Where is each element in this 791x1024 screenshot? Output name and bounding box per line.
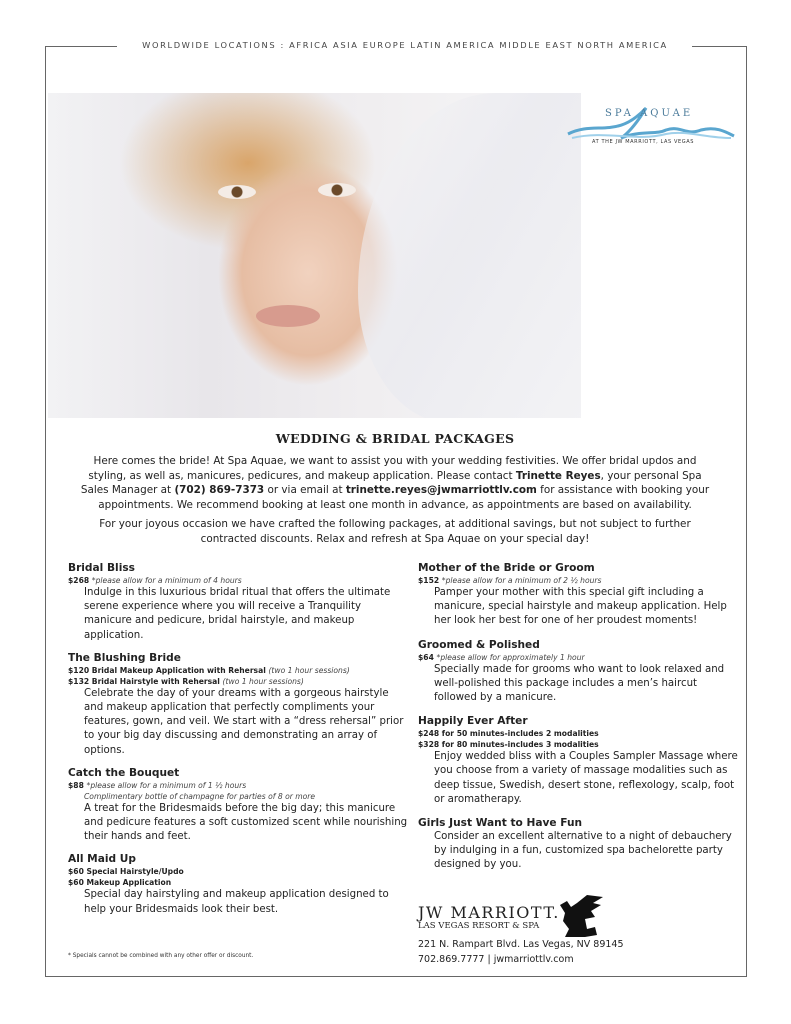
package-price — [68, 780, 408, 791]
contact-info: 702.869.7777 | jwmarriottlv.com — [418, 954, 574, 965]
packages-left-column — [68, 562, 408, 926]
price-text: $64 — [418, 652, 434, 662]
price-note: (two 1 hour sessions) — [222, 676, 304, 686]
frame-divider — [692, 46, 746, 47]
price-text: $60 Special Hairstyle/Updo — [68, 867, 184, 877]
package-name: Happily Ever After — [418, 715, 528, 728]
package-name: Girls Just Want to Have Fun — [418, 817, 583, 830]
worldwide-locations: WORLDWIDE LOCATIONS : AFRICA ASIA EUROPE LATIN AMERICA MIDDLE EAST NORTH AMERICA — [142, 40, 668, 50]
package-description: Enjoy wedded bliss with a Couples Sampler Massage where you choose from a variety of massage modalities such as deep tissue, Swedish, desert stone, reflexology, scalp, foot or aromatherapy. — [434, 751, 738, 805]
disclaimer: * Specials cannot be combined with any other offer or discount. — [68, 953, 254, 959]
photo-veil — [358, 93, 581, 418]
package — [418, 562, 743, 629]
package-price — [68, 866, 408, 877]
package — [418, 639, 743, 706]
package-extra: Complimentary bottle of champagne for parties of 8 or more — [84, 791, 316, 801]
brand-subtitle: LAS VEGAS RESORT & SPA — [418, 921, 540, 931]
package-description: A treat for the Bridesmaids before the big day; this manicure and pedicure features a soft customized scent while nourishing their hands and feet. — [84, 802, 408, 843]
price-text: $328 for 80 minutes-includes 3 modalities — [418, 740, 599, 750]
price-text: $132 Bridal Hairstyle with Rehersal — [68, 676, 220, 686]
price-note: *please allow for a minimum of 2 ½ hours — [441, 576, 602, 585]
logo-subtitle: AT THE JW MARRIOTT, LAS VEGAS — [592, 139, 695, 145]
package-name: Groomed & Polished — [418, 638, 540, 651]
price-text: $248 for 50 minutes-includes 2 modalities — [418, 729, 599, 739]
package-description: Celebrate the day of your dreams with a gorgeous hairstyle and makeup application that perfectly compliments your features, gown, and veil. We start with a “dress rehersal” prior to your big day discussing and demonstrating an array of options. — [84, 687, 404, 756]
package-description: Pamper your mother with this special gift including a manicure, special hairstyle and makeup application. Help her look her best for one of her proudest moments! — [434, 587, 727, 627]
photo-eye — [318, 183, 356, 197]
package-description: Specially made for grooms who want to look relaxed and well-polished this package includes a men’s haircut followed by a manicure. — [434, 663, 725, 704]
intro-paragraph-2: For your joyous occasion we have crafted the following packages, at additional savings, but not subject to further contracted discounts. Relax and refresh at Spa Aquae on your special day! — [99, 518, 691, 545]
package-price — [418, 728, 743, 739]
intro-text: Here comes the bride! At Spa Aquae, we want to assist you with your wedding festivities. We offer bridal updos and styling, as well as, manicures, pedicures, and makeup application. Please contact — [88, 455, 697, 482]
package — [68, 562, 408, 643]
intro — [80, 454, 710, 552]
package-name: Bridal Bliss — [68, 562, 135, 574]
logo-name: SPA AQUAE — [605, 108, 694, 119]
contact-name: Trinette Reyes — [515, 469, 601, 482]
package-price — [418, 575, 743, 586]
package-price — [68, 665, 408, 676]
package-price — [418, 652, 743, 663]
package-description: Special day hairstyling and makeup application designed to help your Bridesmaids look their best. — [84, 889, 389, 915]
price-text: $60 Makeup Application — [68, 878, 172, 888]
package-price — [68, 676, 408, 687]
package-description: Consider an excellent alternative to a night of debauchery by indulging in a fun, customized spa bachelorette party designed by you. — [434, 831, 732, 871]
package-description: Indulge in this luxurious bridal ritual that offers the ultimate serene experience where you will receive a Tranquility manicure and pedicure, bridal hairstyle, and makeup application. — [84, 587, 391, 641]
price-note: (two 1 hour sessions) — [268, 665, 350, 675]
griffin-logo-icon — [555, 893, 605, 939]
contact-phone[interactable]: (702) 869-7373 — [174, 484, 265, 497]
package-price — [418, 739, 743, 750]
price-text: $120 Bridal Makeup Application with Rehersal — [68, 665, 266, 675]
price-text: $152 — [418, 576, 440, 585]
package — [68, 853, 408, 916]
price-text: $268 — [68, 576, 90, 585]
intro-text: for assistance with booking your appointments. We recommend booking at least one month in advance, as appointments are based on availability. — [98, 484, 710, 511]
package-name: Mother of the Bride or Groom — [418, 562, 595, 574]
frame-divider — [45, 46, 117, 47]
price-note: *please allow for a minimum of 1 ½ hours — [86, 780, 247, 790]
package-price — [68, 877, 408, 888]
brand-name: JW MARRIOTT. — [418, 903, 560, 922]
price-note: *please allow for approximately 1 hour — [436, 652, 585, 662]
package-name: All Maid Up — [68, 853, 136, 866]
intro-text: or via email at — [264, 484, 346, 497]
photo-lips — [256, 305, 320, 327]
intro-text: , your personal Spa Sales Manager at — [80, 469, 702, 497]
price-text: $88 — [68, 780, 84, 790]
package — [68, 652, 408, 758]
package-price — [68, 575, 408, 586]
intro-paragraph — [80, 454, 710, 512]
package — [68, 767, 408, 845]
photo-eye — [218, 185, 256, 199]
package — [418, 817, 743, 873]
package — [418, 715, 743, 807]
page-title: WEDDING & BRIDAL PACKAGES — [275, 431, 515, 446]
package-name: The Blushing Bride — [68, 651, 181, 664]
bride-photo — [48, 93, 581, 418]
price-note: *please allow for a minimum of 4 hours — [91, 576, 242, 585]
address: 221 N. Rampart Blvd. Las Vegas, NV 89145 — [418, 939, 624, 950]
package-name: Catch the Bouquet — [68, 766, 180, 779]
packages-right-column — [418, 562, 743, 883]
contact-email[interactable]: trinette.reyes@jwmarriottlv.com — [345, 484, 537, 497]
